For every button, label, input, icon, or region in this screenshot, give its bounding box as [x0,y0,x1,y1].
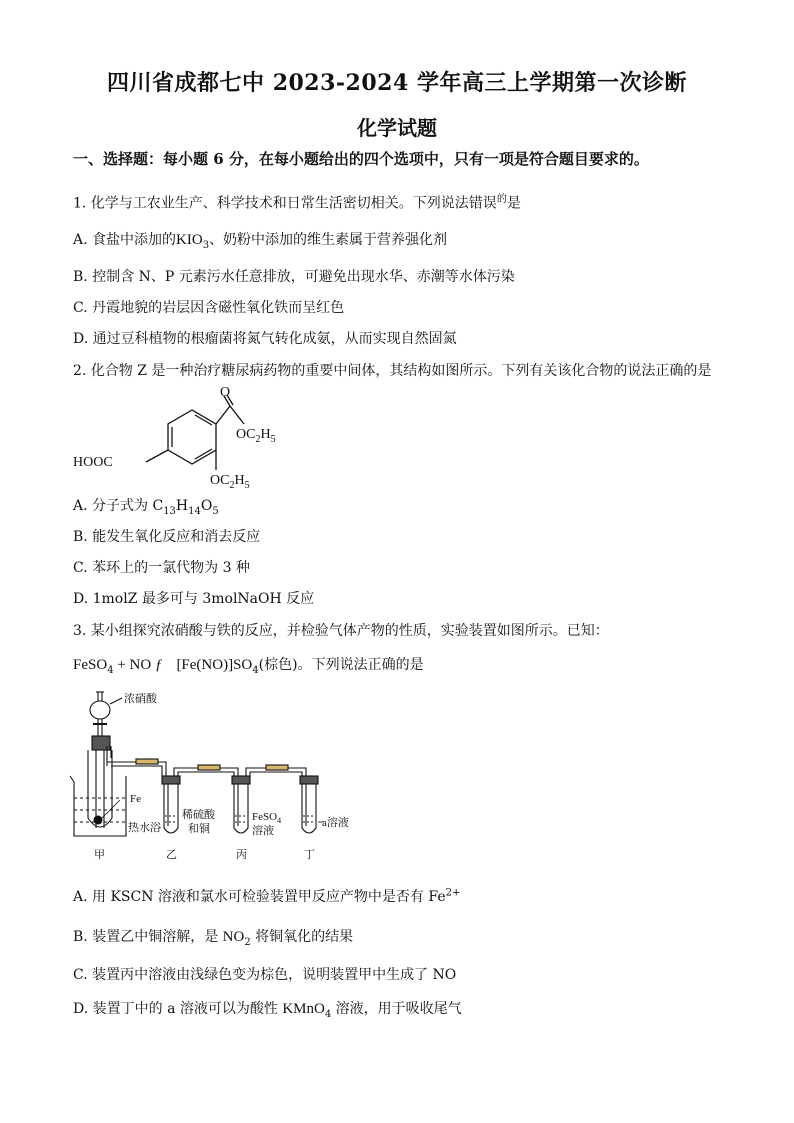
dilute-acid-label-2: 和铜 [188,823,210,835]
conc-nitric-acid-label: 浓硝酸 [124,693,157,705]
page-title: 四川省成都七中 2023-2024 学年高三上学期第一次诊断 [107,70,687,96]
question-3-option-c: C. 装置丙中溶液由浅绿色变为棕色，说明装置甲中生成了 NO [73,967,457,983]
label-ding: 丁 [304,849,315,861]
hot-water-bath-label: 热水浴 [128,822,161,834]
question-2-stem: 2. 化合物 Z 是一种治疗糖尿病药物的重要中间体，其结构如图所示。下列有关该化合物的说法正确的是 [73,363,712,379]
section-heading: 一、选择题：每小题 6 分，在每小题给出的四个选项中，只有一项是符合题目要求的。 [73,150,649,168]
label-jia: 甲 [94,849,105,861]
fe-label: Fe [130,793,141,805]
question-1-stem: 1. 化学与工农业生产、科学技术和日常生活密切相关。下列说法错误$^的$是 [73,194,521,212]
question-3-option-a: A. 用 KSCN 溶液和氯水可检验装置甲反应产物中是否有 $Fe^{2+}$ [73,887,461,905]
compound-z-structure [70,384,310,488]
question-3-option-b: B. 装置乙中铜溶解，是 $NO_2$ 将铜氧化的结果 [73,929,354,948]
question-1-option-c: C. 丹霞地貌的岩层因含磁性氧化铁而呈红色 [73,300,345,316]
feso4-solution-label: 溶液 [252,825,274,837]
dilute-acid-label-1: 稀硫酸 [182,809,215,821]
question-2-option-a: A. 分子式为 $C_{13}H_{14}O_5$ [73,498,219,517]
question-3-option-d: D. 装置丁中的 a 溶液可以为酸性 KMnO$_4$ 溶液，用于吸收尾气 [73,1001,462,1020]
question-1-option-b: B. 控制含 N、P 元素污水任意排放，可避免出现水华、赤潮等水体污染 [73,269,515,285]
page-subtitle: 化学试题 [357,116,437,140]
experiment-apparatus [66,688,366,866]
a-solution-label: a溶液 [322,817,349,829]
carbonyl-o-label: O [220,385,231,400]
question-2-option-d: D. 1molZ 最多可与 3molNaOH 反应 [73,591,315,607]
question-1-option-d: D. 通过豆科植物的根瘤菌将氮气转化成氨，从而实现自然固氮 [73,331,457,347]
question-2-option-b: B. 能发生氧化反应和消去反应 [73,529,261,545]
question-3-equation: FeSO$_4$ + NO ƒ $[Fe(NO)]SO_4$(棕色)。下列说法正确的是 [73,657,424,676]
feso4-label: FeSO$_4$ [252,811,282,825]
hooc-label: HOOC [73,455,113,470]
question-2-option-c: C. 苯环上的一氯代物为 3 种 [73,560,250,576]
label-yi: 乙 [166,849,177,861]
ester-oc2h5-label: $OC_2H_5$ [236,427,276,445]
question-1-option-a: A. 食盐中添加的$KIO_3$、奶粉中添加的维生素属于营养强化剂 [73,232,448,251]
question-3-stem: 3. 某小组探究浓硝酸与铁的反应，并检验气体产物的性质，实验装置如图所示。已知： [73,623,609,639]
label-bing: 丙 [236,849,247,861]
ring-oc2h5-label: $OC_2H_5$ [210,473,250,488]
